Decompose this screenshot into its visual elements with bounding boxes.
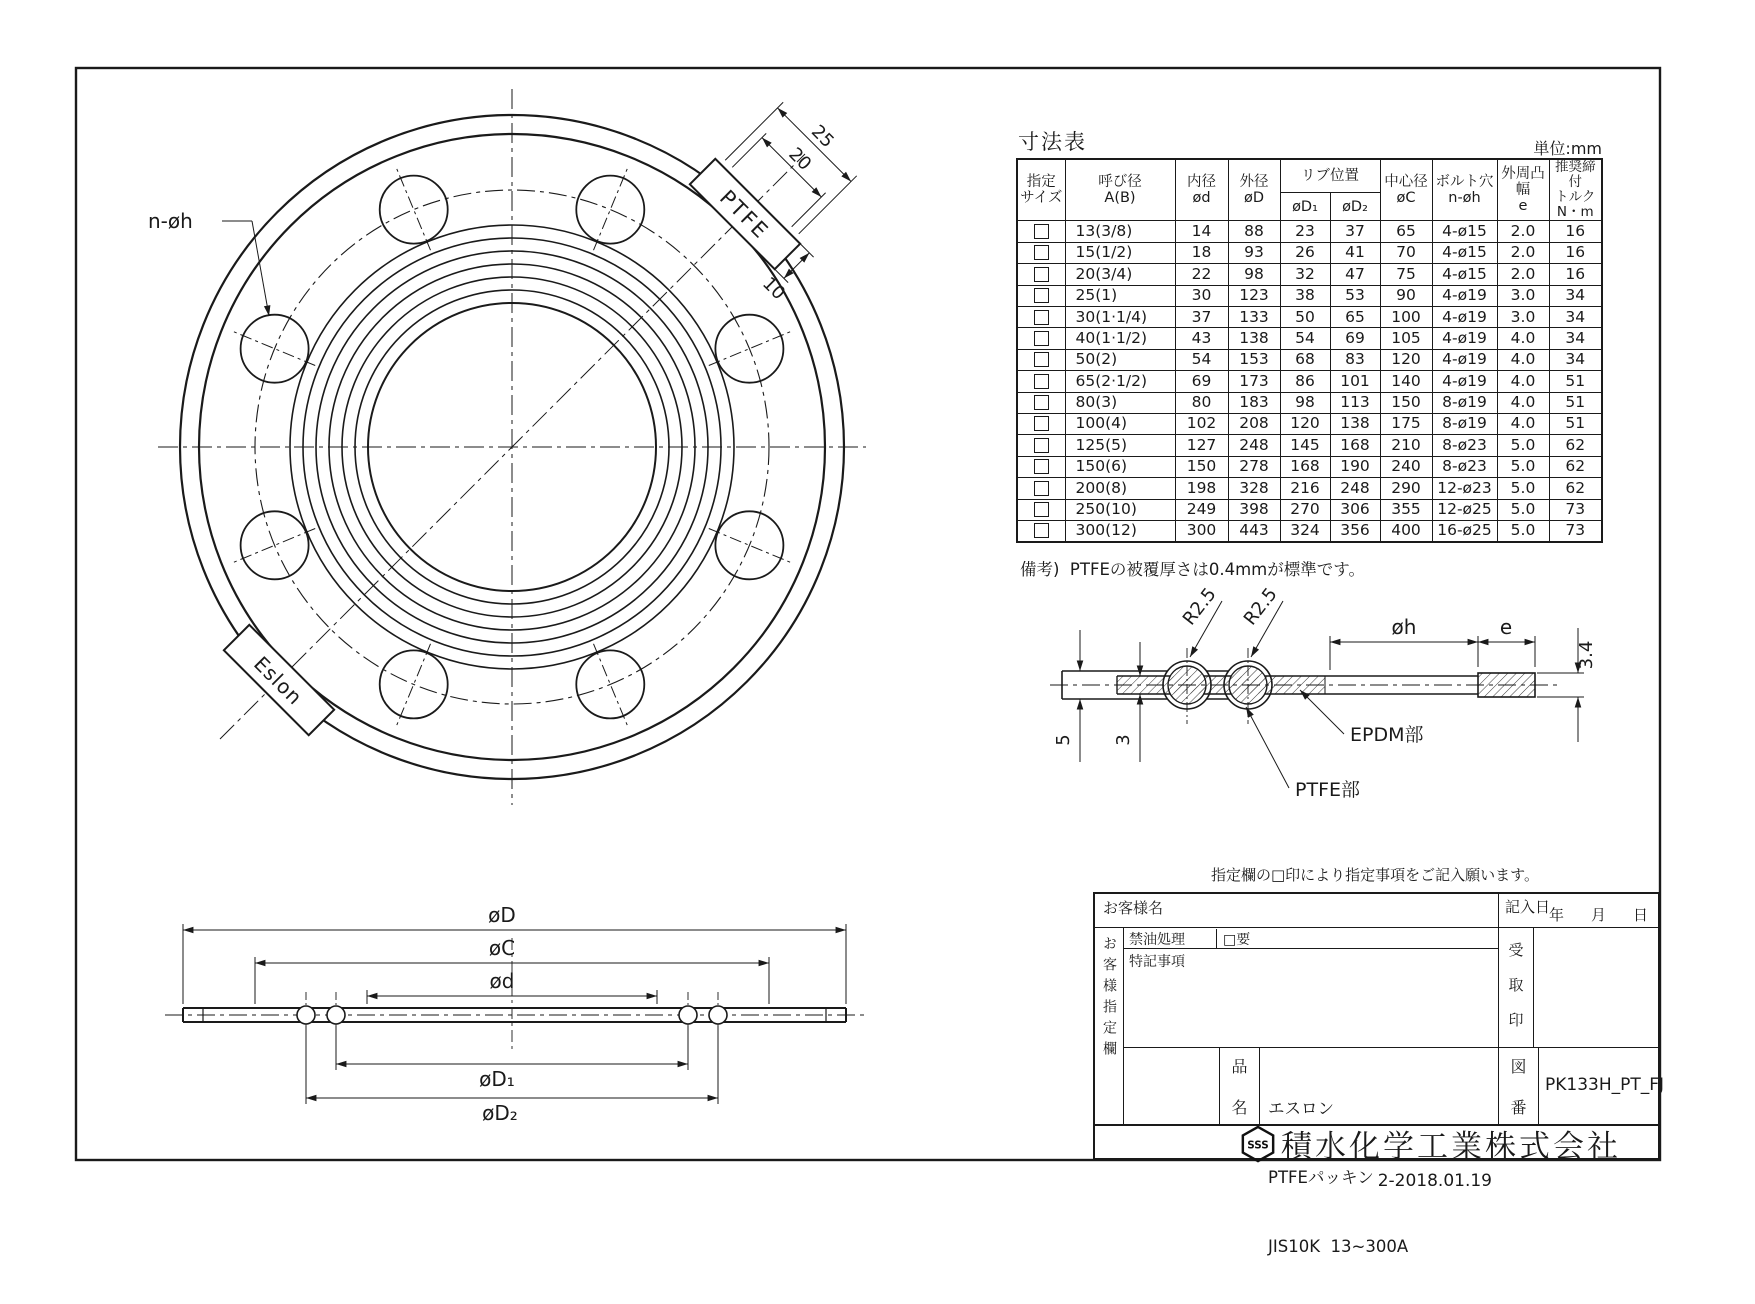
col-rib-d2: øD₂: [1330, 192, 1380, 221]
value-cell: 270: [1280, 499, 1330, 520]
value-cell: 5.0: [1497, 435, 1549, 456]
value-cell: 4-ø15: [1432, 264, 1497, 285]
value-cell: 398: [1228, 499, 1280, 520]
value-cell: 208: [1228, 413, 1280, 434]
value-cell: 65: [1380, 221, 1432, 242]
product-name-label: 品 名: [1220, 1048, 1260, 1124]
oil-treatment-label: 禁油処理: [1129, 932, 1185, 948]
oil-treatment-row: [1124, 928, 1498, 949]
value-cell: 93: [1228, 242, 1280, 263]
value-cell: 51: [1549, 413, 1602, 434]
value-cell: 83: [1330, 349, 1380, 370]
designate-cell: [1017, 242, 1065, 263]
value-cell: 75: [1380, 264, 1432, 285]
designate-cell: [1017, 435, 1065, 456]
col-outer-dia: 外径 øD: [1228, 159, 1280, 221]
value-cell: 90: [1380, 285, 1432, 306]
bolt-hole-callout: [148, 209, 269, 316]
value-cell: 190: [1330, 456, 1380, 477]
value-cell: 100(4): [1065, 413, 1175, 434]
value-cell: 145: [1280, 435, 1330, 456]
n-oh-label: n-øh: [148, 209, 193, 233]
ptfe-part-label: PTFE部: [1295, 779, 1360, 801]
value-cell: 88: [1228, 221, 1280, 242]
value-cell: 168: [1330, 435, 1380, 456]
value-cell: 278: [1228, 456, 1280, 477]
size-checkbox[interactable]: [1034, 395, 1049, 410]
value-cell: 16: [1549, 242, 1602, 263]
value-cell: 8-ø23: [1432, 456, 1497, 477]
value-cell: 4.0: [1497, 413, 1549, 434]
col-bolt-holes: ボルト穴 n-øh: [1432, 159, 1497, 221]
table-row: [1017, 285, 1602, 306]
designate-cell: [1017, 328, 1065, 349]
designate-cell: [1017, 349, 1065, 370]
value-cell: 30: [1175, 285, 1228, 306]
value-cell: 51: [1549, 371, 1602, 392]
receipt-stamp-label: 受取印: [1506, 942, 1525, 1047]
designate-cell: [1017, 221, 1065, 242]
col-torque: 推奨締付 トルク N・m: [1549, 159, 1602, 221]
value-cell: 355: [1380, 499, 1432, 520]
size-checkbox[interactable]: [1034, 288, 1049, 303]
value-cell: 98: [1280, 392, 1330, 413]
value-cell: 168: [1280, 456, 1330, 477]
epdm-part-label: EPDM部: [1350, 724, 1424, 746]
oil-required-checkbox[interactable]: □要: [1216, 929, 1250, 948]
customer-spec-column: [1095, 928, 1124, 1124]
value-cell: 69: [1330, 328, 1380, 349]
ymd-label: 年 月 日: [1548, 906, 1654, 924]
value-cell: 290: [1380, 478, 1432, 499]
od-bore-label: ød: [489, 969, 515, 993]
value-cell: 3.0: [1497, 285, 1549, 306]
table-row: [1017, 520, 1602, 542]
value-cell: 125(5): [1065, 435, 1175, 456]
value-cell: 306: [1330, 499, 1380, 520]
value-cell: 4-ø15: [1432, 221, 1497, 242]
value-cell: 5.0: [1497, 520, 1549, 542]
value-cell: 105: [1380, 328, 1432, 349]
col-rim-width: 外周凸幅 e: [1497, 159, 1549, 221]
value-cell: 65(2·1/2): [1065, 371, 1175, 392]
value-cell: 4.0: [1497, 328, 1549, 349]
title-block-note: 指定欄の□印により指定事項をご記入願います。: [1211, 866, 1539, 884]
col-nominal: 呼び径 A(B): [1065, 159, 1175, 221]
value-cell: 38: [1280, 285, 1330, 306]
value-cell: 443: [1228, 520, 1280, 542]
value-cell: 248: [1330, 478, 1380, 499]
thickness-5-label: 5: [1053, 734, 1074, 746]
table-row: [1017, 221, 1602, 242]
tab-material-label: PTFE: [715, 185, 774, 244]
value-cell: 86: [1280, 371, 1330, 392]
value-cell: 198: [1175, 478, 1228, 499]
value-cell: 4-ø19: [1432, 285, 1497, 306]
value-cell: 13(3/8): [1065, 221, 1175, 242]
size-checkbox[interactable]: [1034, 224, 1049, 239]
value-cell: 123: [1228, 285, 1280, 306]
designate-cell: [1017, 413, 1065, 434]
value-cell: 240: [1380, 456, 1432, 477]
designate-cell: [1017, 264, 1065, 285]
fill-date-cell[interactable]: [1499, 894, 1660, 928]
value-cell: 4.0: [1497, 392, 1549, 413]
od2-label: øD₂: [482, 1101, 518, 1125]
value-cell: 25(1): [1065, 285, 1175, 306]
value-cell: 4.0: [1497, 371, 1549, 392]
designate-cell: [1017, 371, 1065, 392]
revision-date: 2-2018.01.19: [1377, 1171, 1492, 1191]
designate-cell: [1017, 285, 1065, 306]
size-checkbox[interactable]: [1034, 245, 1049, 260]
value-cell: 15(1/2): [1065, 242, 1175, 263]
value-cell: 34: [1549, 328, 1602, 349]
fill-date-label: 記入日: [1505, 898, 1551, 916]
value-cell: 41: [1330, 242, 1380, 263]
value-cell: 300: [1175, 520, 1228, 542]
value-cell: 68: [1280, 349, 1330, 370]
value-cell: 69: [1175, 371, 1228, 392]
value-cell: 5.0: [1497, 499, 1549, 520]
tab-brand-label: Eslon: [249, 651, 308, 710]
value-cell: 153: [1228, 349, 1280, 370]
value-cell: 5.0: [1497, 456, 1549, 477]
value-cell: 14: [1175, 221, 1228, 242]
value-cell: 400: [1380, 520, 1432, 542]
stamp-area[interactable]: [1534, 928, 1660, 1048]
company-name: 積水化学工業株式会社: [1281, 1128, 1621, 1165]
value-cell: 138: [1228, 328, 1280, 349]
designate-cell: [1017, 478, 1065, 499]
value-cell: 51: [1549, 392, 1602, 413]
value-cell: 32: [1280, 264, 1330, 285]
value-cell: 2.0: [1497, 264, 1549, 285]
value-cell: 50: [1280, 307, 1330, 328]
value-cell: 102: [1175, 413, 1228, 434]
table-row: [1017, 264, 1602, 285]
value-cell: 4-ø19: [1432, 328, 1497, 349]
drawing-no-label: 図 番: [1499, 1048, 1539, 1124]
value-cell: 120: [1380, 349, 1432, 370]
value-cell: 4.0: [1497, 349, 1549, 370]
value-cell: 53: [1330, 285, 1380, 306]
value-cell: 54: [1175, 349, 1228, 370]
value-cell: 324: [1280, 520, 1330, 542]
dimension-table: [1016, 158, 1603, 543]
value-cell: 101: [1330, 371, 1380, 392]
value-cell: 150: [1175, 456, 1228, 477]
value-cell: 62: [1549, 478, 1602, 499]
value-cell: 175: [1380, 413, 1432, 434]
value-cell: 2.0: [1497, 242, 1549, 263]
value-cell: 73: [1549, 520, 1602, 542]
value-cell: 20(3/4): [1065, 264, 1175, 285]
value-cell: 113: [1330, 392, 1380, 413]
table-row: [1017, 349, 1602, 370]
value-cell: 4-ø19: [1432, 349, 1497, 370]
dim-20-label: 20: [784, 143, 816, 175]
col-rib-d1: øD₁: [1280, 192, 1330, 221]
value-cell: 12-ø23: [1432, 478, 1497, 499]
spare-cell: [1124, 1048, 1220, 1124]
value-cell: 100: [1380, 307, 1432, 328]
value-cell: 2.0: [1497, 221, 1549, 242]
od-label: øD: [488, 903, 516, 927]
company-row: [1095, 1124, 1660, 1165]
value-cell: 37: [1330, 221, 1380, 242]
table-row: [1017, 328, 1602, 349]
special-notes-label: 特記事項: [1129, 954, 1185, 970]
value-cell: 34: [1549, 307, 1602, 328]
oc-label: øC: [488, 936, 516, 960]
table-row: [1017, 392, 1602, 413]
value-cell: 70: [1380, 242, 1432, 263]
col-inner-dia: 内径 ød: [1175, 159, 1228, 221]
product-name-value: エスロン PTFEパッキン JIS10K 13~300A: [1260, 1048, 1499, 1124]
oh-dim-label: øh: [1391, 615, 1417, 639]
value-cell: 73: [1549, 499, 1602, 520]
dim-10-label: 10: [758, 273, 790, 305]
value-cell: 98: [1228, 264, 1280, 285]
r25-label-2: R2.5: [1239, 583, 1282, 630]
value-cell: 62: [1549, 456, 1602, 477]
value-cell: 40(1·1/2): [1065, 328, 1175, 349]
dim-25-label: 25: [806, 121, 838, 153]
value-cell: 200(8): [1065, 478, 1175, 499]
value-cell: 80(3): [1065, 392, 1175, 413]
receipt-stamp-cell: [1499, 928, 1534, 1048]
value-cell: 150(6): [1065, 456, 1175, 477]
size-checkbox[interactable]: [1034, 459, 1049, 474]
value-cell: 62: [1549, 435, 1602, 456]
ptfe-tab: [672, 87, 889, 304]
value-cell: 138: [1330, 413, 1380, 434]
od1-label: øD₁: [479, 1067, 515, 1091]
value-cell: 3.0: [1497, 307, 1549, 328]
customer-spec-area[interactable]: [1124, 928, 1499, 1048]
value-cell: 22: [1175, 264, 1228, 285]
hexagon-logo-icon: [1241, 1126, 1275, 1162]
designate-cell: [1017, 499, 1065, 520]
value-cell: 5.0: [1497, 478, 1549, 499]
value-cell: 16: [1549, 221, 1602, 242]
size-checkbox[interactable]: [1034, 331, 1049, 346]
table-row: [1017, 307, 1602, 328]
value-cell: 216: [1280, 478, 1330, 499]
size-checkbox[interactable]: [1034, 310, 1049, 325]
size-checkbox[interactable]: [1034, 267, 1049, 282]
value-cell: 16: [1549, 264, 1602, 285]
value-cell: 328: [1228, 478, 1280, 499]
value-cell: 4-ø15: [1432, 242, 1497, 263]
sekisui-logo: [1241, 1126, 1275, 1160]
size-checkbox[interactable]: [1034, 481, 1049, 496]
value-cell: 210: [1380, 435, 1432, 456]
value-cell: 30(1·1/4): [1065, 307, 1175, 328]
value-cell: 8-ø19: [1432, 392, 1497, 413]
col-designate: 指定 サイズ: [1017, 159, 1065, 221]
value-cell: 34: [1549, 349, 1602, 370]
table-row: [1017, 435, 1602, 456]
table-title: 寸法表: [1018, 130, 1087, 154]
value-cell: 127: [1175, 435, 1228, 456]
size-checkbox[interactable]: [1034, 352, 1049, 367]
value-cell: 16-ø25: [1432, 520, 1497, 542]
value-cell: 133: [1228, 307, 1280, 328]
value-cell: 183: [1228, 392, 1280, 413]
value-cell: 54: [1280, 328, 1330, 349]
customer-name-cell[interactable]: [1095, 894, 1499, 928]
drawing-no-value: PK133H_PT_FJ: [1545, 1075, 1665, 1095]
table-row: [1017, 413, 1602, 434]
value-cell: 43: [1175, 328, 1228, 349]
value-cell: 4-ø19: [1432, 371, 1497, 392]
value-cell: 248: [1228, 435, 1280, 456]
value-cell: 300(12): [1065, 520, 1175, 542]
size-checkbox[interactable]: [1034, 374, 1049, 389]
value-cell: 12-ø25: [1432, 499, 1497, 520]
value-cell: 120: [1280, 413, 1330, 434]
value-cell: 47: [1330, 264, 1380, 285]
value-cell: 8-ø19: [1432, 413, 1497, 434]
value-cell: 250(10): [1065, 499, 1175, 520]
value-cell: 173: [1228, 371, 1280, 392]
table-footnote: 備考) PTFEの被覆厚さは0.4mmが標準です。: [1020, 560, 1365, 579]
value-cell: 26: [1280, 242, 1330, 263]
designate-cell: [1017, 520, 1065, 542]
col-center-dia: 中心径 øC: [1380, 159, 1432, 221]
unit-note: 単位:mm: [1533, 139, 1602, 158]
value-cell: 8-ø23: [1432, 435, 1497, 456]
value-cell: 34: [1549, 285, 1602, 306]
r25-label-1: R2.5: [1178, 583, 1221, 630]
value-cell: 18: [1175, 242, 1228, 263]
table-row: [1017, 371, 1602, 392]
value-cell: 249: [1175, 499, 1228, 520]
e-dim-label: e: [1499, 615, 1513, 639]
customer-name-label: お客様名: [1103, 899, 1164, 917]
thickness-3-label: 3: [1113, 734, 1134, 746]
value-cell: 37: [1175, 307, 1228, 328]
size-checkbox[interactable]: [1034, 438, 1049, 453]
table-row: [1017, 242, 1602, 263]
value-cell: 80: [1175, 392, 1228, 413]
col-rib-position: リブ位置: [1280, 159, 1380, 192]
logo-text: SSS: [1247, 1139, 1269, 1152]
cross-section-detail: [1050, 584, 1597, 801]
thickness-34-label: 3.4: [1576, 640, 1597, 670]
size-checkbox[interactable]: [1034, 416, 1049, 431]
value-cell: 356: [1330, 520, 1380, 542]
value-cell: 65: [1330, 307, 1380, 328]
value-cell: 23: [1280, 221, 1330, 242]
table-row: [1017, 456, 1602, 477]
size-checkbox[interactable]: [1034, 502, 1049, 517]
designate-cell: [1017, 392, 1065, 413]
value-cell: 140: [1380, 371, 1432, 392]
value-cell: 50(2): [1065, 349, 1175, 370]
customer-spec-label: お客様指定欄: [1101, 936, 1117, 1062]
designate-cell: [1017, 456, 1065, 477]
flange-front-view: [158, 89, 866, 805]
value-cell: 4-ø19: [1432, 307, 1497, 328]
dim-table-body: [1017, 221, 1602, 542]
designate-cell: [1017, 307, 1065, 328]
table-row: [1017, 499, 1602, 520]
size-checkbox[interactable]: [1034, 523, 1049, 538]
table-row: [1017, 478, 1602, 499]
value-cell: 150: [1380, 392, 1432, 413]
